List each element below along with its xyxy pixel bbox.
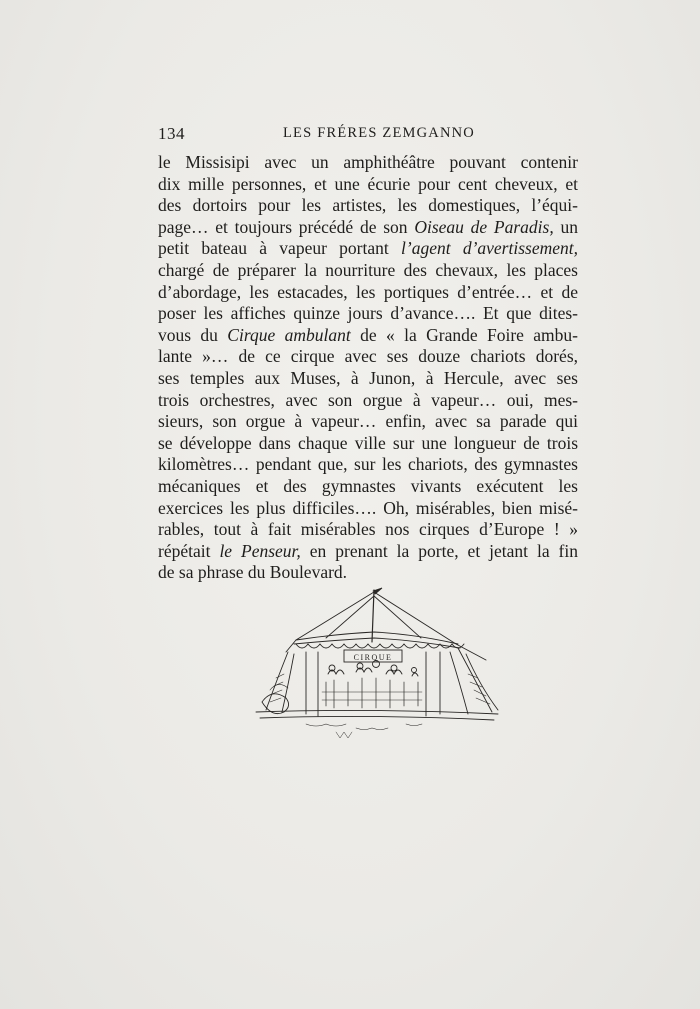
text-line: ses temples aux Muses, à Junon, à Hercule, avec ses	[158, 367, 578, 388]
body-text	[158, 152, 578, 584]
text-line: répétait le Penseur, en prenant la porte, et jetant la fin	[158, 540, 578, 561]
text-line: de sa phrase du Boulevard.	[158, 562, 348, 583]
text-line: d’abordage, les estacades, les portiques d’entrée… et de	[158, 281, 578, 302]
text-line: rables, tout à fait misérables nos cirques d’Europe ! »	[158, 519, 578, 540]
text-line: sieurs, son orgue à vapeur… enfin, avec sa parade qui	[158, 411, 578, 432]
text-line: petit bateau à vapeur portant l’agent d’avertissement,	[158, 238, 579, 259]
text-line: exercices les plus difficiles…. Oh, misérables, bien misé-	[158, 497, 578, 518]
text-line: se développe dans chaque ville sur une longueur de trois	[158, 432, 578, 453]
text-line: mécaniques et des gymnastes vivants exécutent les	[158, 475, 578, 496]
text-line: kilomètres… pendant que, sur les chariots, des gymnastes	[158, 454, 578, 475]
text-line: chargé de préparer la nourriture des chevaux, les places	[158, 259, 578, 280]
tent-sign-text: CIRQUE	[353, 653, 393, 662]
page-header	[158, 124, 580, 148]
text-line: poser les affiches quinze jours d’avance…. Et que dites-	[158, 303, 578, 324]
text-line: le Missisipi avec un amphithéâtre pouvant contenir	[158, 152, 578, 172]
page-number: 134	[158, 124, 185, 143]
running-title: LES FRÉRES ZEMGANNO	[283, 125, 475, 141]
text-line: page… et toujours précédé de son Oiseau de Paradis, un	[158, 216, 578, 237]
circus-tent-illustration	[236, 582, 500, 748]
text-line: trois orchestres, avec son orgue à vapeur… oui, mes-	[158, 389, 578, 410]
text-line: vous du Cirque ambulant de « la Grande Foire ambu-	[158, 324, 579, 345]
text-line: des dortoirs pour les artistes, les domestiques, l’équi-	[158, 195, 578, 216]
text-line: lante »… de ce cirque avec ses douze chariots dorés,	[158, 346, 578, 367]
text-line: dix mille personnes, et une écurie pour cent cheveux, et	[158, 173, 578, 194]
